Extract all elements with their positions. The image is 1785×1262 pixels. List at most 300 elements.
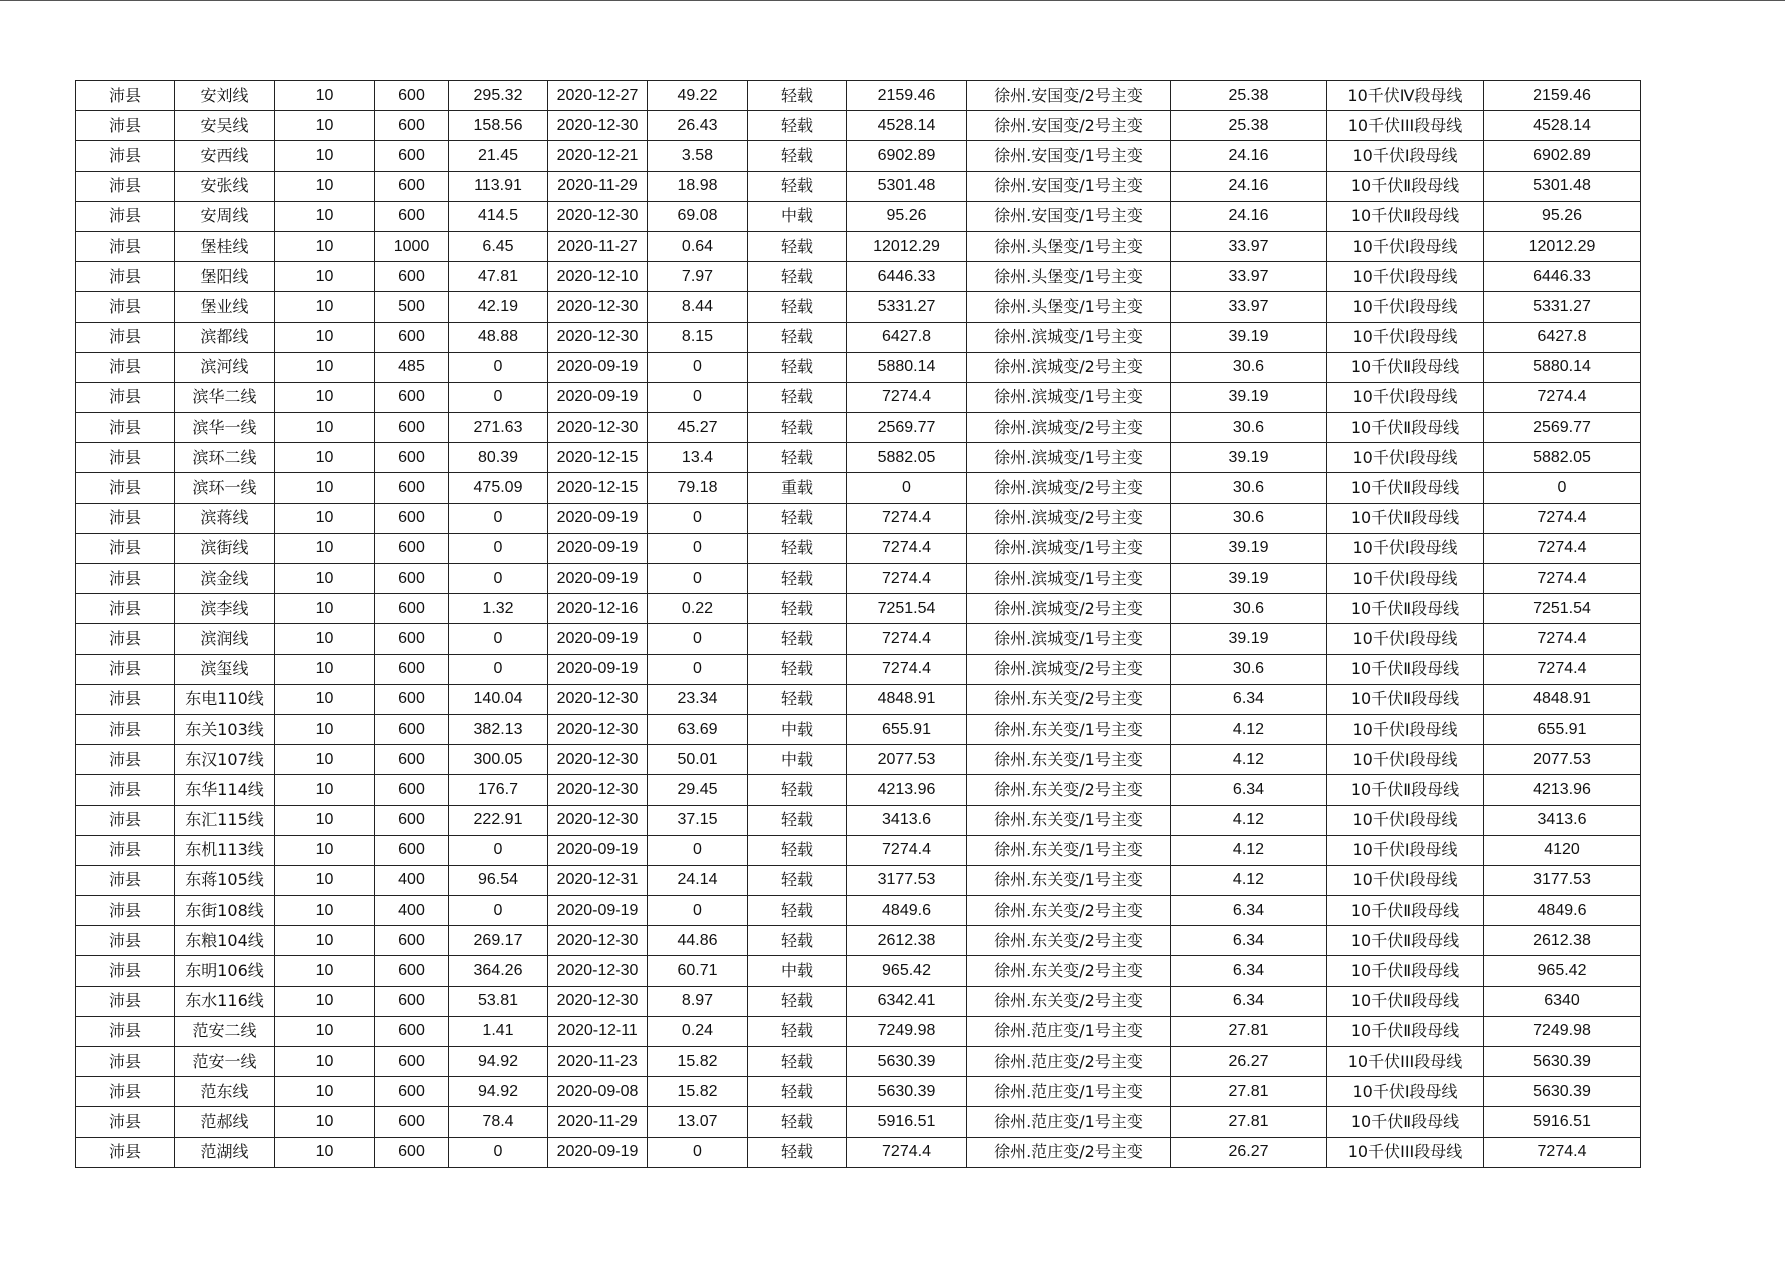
county-cell: 沛县 [76,684,175,714]
county-cell: 沛县 [76,624,175,654]
rated-current-cell: 600 [375,171,449,201]
voltage-cell: 10 [275,81,375,111]
table-row [76,594,1641,624]
voltage-cell: 10 [275,594,375,624]
rated-current-cell: 600 [375,443,449,473]
load-status-cell: 中载 [748,201,847,231]
date-cell: 2020-12-27 [548,81,648,111]
substation-transformer-cell: 徐州.滨城变/1号主变 [967,382,1171,412]
busbar-cell: 10千伏Ⅱ段母线 [1327,1107,1484,1137]
max-current-cell: 42.19 [449,292,548,322]
busbar-cell: 10千伏Ⅰ段母线 [1327,231,1484,261]
load-rate-cell: 15.82 [648,1047,748,1077]
load-rate-cell: 8.15 [648,322,748,352]
transformer-load-cell: 39.19 [1171,564,1327,594]
max-current-cell: 475.09 [449,473,548,503]
table-row [76,292,1641,322]
busbar-cell: 10千伏III段母线 [1327,111,1484,141]
substation-transformer-cell: 徐州.滨城变/2号主变 [967,594,1171,624]
table-row [76,262,1641,292]
rated-current-cell: 600 [375,926,449,956]
rated-current-cell: 600 [375,714,449,744]
capacity-value-cell: 7251.54 [1484,594,1641,624]
busbar-cell: 10千伏Ⅱ段母线 [1327,201,1484,231]
voltage-cell: 10 [275,1047,375,1077]
rated-current-cell: 600 [375,262,449,292]
capacity-value-cell: 4528.14 [1484,111,1641,141]
max-current-cell: 222.91 [449,805,548,835]
load-status-cell: 轻载 [748,1016,847,1046]
rated-current-cell: 600 [375,684,449,714]
voltage-cell: 10 [275,745,375,775]
substation-transformer-cell: 徐州.滨城变/2号主变 [967,473,1171,503]
line-name-cell: 范安一线 [175,1047,275,1077]
county-cell: 沛县 [76,111,175,141]
table-row [76,1137,1641,1167]
county-cell: 沛县 [76,201,175,231]
line-name-cell: 东关103线 [175,714,275,744]
capacity-value-cell: 5916.51 [1484,1107,1641,1137]
load-rate-cell: 0 [648,533,748,563]
rated-current-cell: 600 [375,503,449,533]
rated-current-cell: 600 [375,564,449,594]
voltage-cell: 10 [275,141,375,171]
capacity-value-cell: 7274.4 [1484,503,1641,533]
substation-transformer-cell: 徐州.安国变/2号主变 [967,81,1171,111]
busbar-cell: 10千伏Ⅰ段母线 [1327,262,1484,292]
line-name-cell: 安周线 [175,201,275,231]
substation-transformer-cell: 徐州.东关变/2号主变 [967,775,1171,805]
max-current-cell: 364.26 [449,956,548,986]
load-status-cell: 轻载 [748,141,847,171]
county-cell: 沛县 [76,835,175,865]
load-rate-cell: 18.98 [648,171,748,201]
line-name-cell: 安吴线 [175,111,275,141]
load-status-cell: 轻载 [748,81,847,111]
available-capacity-cell: 4849.6 [847,896,967,926]
available-capacity-cell: 4213.96 [847,775,967,805]
line-name-cell: 范东线 [175,1077,275,1107]
available-capacity-cell: 5880.14 [847,352,967,382]
transformer-load-cell: 33.97 [1171,231,1327,261]
county-cell: 沛县 [76,654,175,684]
busbar-cell: 10千伏Ⅱ段母线 [1327,594,1484,624]
substation-transformer-cell: 徐州.安国变/1号主变 [967,171,1171,201]
table-body [76,81,1641,1168]
available-capacity-cell: 95.26 [847,201,967,231]
load-status-cell: 轻载 [748,624,847,654]
max-current-cell: 295.32 [449,81,548,111]
available-capacity-cell: 7274.4 [847,624,967,654]
transformer-load-cell: 24.16 [1171,141,1327,171]
rated-current-cell: 600 [375,654,449,684]
load-rate-cell: 13.4 [648,443,748,473]
available-capacity-cell: 12012.29 [847,231,967,261]
substation-transformer-cell: 徐州.滨城变/2号主变 [967,413,1171,443]
load-rate-cell: 15.82 [648,1077,748,1107]
voltage-cell: 10 [275,111,375,141]
max-current-cell: 0 [449,352,548,382]
rated-current-cell: 600 [375,624,449,654]
table-row [76,986,1641,1016]
load-status-cell: 轻载 [748,865,847,895]
date-cell: 2020-12-15 [548,473,648,503]
transformer-load-cell: 33.97 [1171,262,1327,292]
load-status-cell: 轻载 [748,896,847,926]
line-name-cell: 滨李线 [175,594,275,624]
load-status-cell: 轻载 [748,231,847,261]
capacity-value-cell: 6446.33 [1484,262,1641,292]
table-row [76,926,1641,956]
date-cell: 2020-12-30 [548,201,648,231]
max-current-cell: 53.81 [449,986,548,1016]
table-row [76,141,1641,171]
substation-transformer-cell: 徐州.东关变/1号主变 [967,745,1171,775]
voltage-cell: 10 [275,262,375,292]
voltage-cell: 10 [275,171,375,201]
voltage-cell: 10 [275,201,375,231]
line-name-cell: 滨都线 [175,322,275,352]
available-capacity-cell: 3177.53 [847,865,967,895]
max-current-cell: 158.56 [449,111,548,141]
available-capacity-cell: 3413.6 [847,805,967,835]
load-rate-cell: 3.58 [648,141,748,171]
rated-current-cell: 600 [375,533,449,563]
load-status-cell: 中载 [748,745,847,775]
max-current-cell: 80.39 [449,443,548,473]
table-row [76,624,1641,654]
capacity-value-cell: 6427.8 [1484,322,1641,352]
rated-current-cell: 600 [375,1047,449,1077]
busbar-cell: 10千伏Ⅰ段母线 [1327,624,1484,654]
load-rate-cell: 0 [648,352,748,382]
substation-transformer-cell: 徐州.头堡变/1号主变 [967,231,1171,261]
date-cell: 2020-09-19 [548,654,648,684]
line-name-cell: 滨环二线 [175,443,275,473]
transformer-load-cell: 6.34 [1171,896,1327,926]
date-cell: 2020-09-19 [548,533,648,563]
busbar-cell: 10千伏Ⅱ段母线 [1327,956,1484,986]
voltage-cell: 10 [275,443,375,473]
available-capacity-cell: 7274.4 [847,654,967,684]
available-capacity-cell: 6902.89 [847,141,967,171]
available-capacity-cell: 7274.4 [847,835,967,865]
rated-current-cell: 600 [375,775,449,805]
table-row [76,473,1641,503]
county-cell: 沛县 [76,1047,175,1077]
capacity-value-cell: 7249.98 [1484,1016,1641,1046]
load-status-cell: 轻载 [748,564,847,594]
line-name-cell: 东水116线 [175,986,275,1016]
max-current-cell: 6.45 [449,231,548,261]
load-rate-cell: 26.43 [648,111,748,141]
max-current-cell: 47.81 [449,262,548,292]
load-status-cell: 中载 [748,956,847,986]
load-rate-cell: 0.64 [648,231,748,261]
load-status-cell: 轻载 [748,775,847,805]
busbar-cell: 10千伏Ⅱ段母线 [1327,503,1484,533]
load-status-cell: 中载 [748,714,847,744]
voltage-cell: 10 [275,624,375,654]
line-name-cell: 安刘线 [175,81,275,111]
voltage-cell: 10 [275,1137,375,1167]
line-name-cell: 安张线 [175,171,275,201]
busbar-cell: 10千伏Ⅱ段母线 [1327,896,1484,926]
busbar-cell: 10千伏Ⅱ段母线 [1327,1016,1484,1046]
load-rate-cell: 29.45 [648,775,748,805]
load-rate-cell: 0 [648,835,748,865]
line-name-cell: 堡业线 [175,292,275,322]
table-row [76,111,1641,141]
date-cell: 2020-12-30 [548,805,648,835]
busbar-cell: 10千伏Ⅱ段母线 [1327,352,1484,382]
capacity-value-cell: 5630.39 [1484,1047,1641,1077]
county-cell: 沛县 [76,926,175,956]
load-rate-cell: 0 [648,654,748,684]
load-rate-cell: 0 [648,1137,748,1167]
voltage-cell: 10 [275,805,375,835]
voltage-cell: 10 [275,986,375,1016]
county-cell: 沛县 [76,141,175,171]
load-status-cell: 轻载 [748,382,847,412]
available-capacity-cell: 4528.14 [847,111,967,141]
voltage-cell: 10 [275,714,375,744]
substation-transformer-cell: 徐州.范庄变/2号主变 [967,1047,1171,1077]
capacity-value-cell: 3413.6 [1484,805,1641,835]
table-row [76,714,1641,744]
rated-current-cell: 600 [375,805,449,835]
capacity-value-cell: 7274.4 [1484,564,1641,594]
transformer-load-cell: 4.12 [1171,714,1327,744]
date-cell: 2020-11-29 [548,1107,648,1137]
county-cell: 沛县 [76,81,175,111]
rated-current-cell: 600 [375,322,449,352]
capacity-value-cell: 7274.4 [1484,624,1641,654]
load-rate-cell: 44.86 [648,926,748,956]
line-name-cell: 范湖线 [175,1137,275,1167]
line-name-cell: 东粮104线 [175,926,275,956]
line-name-cell: 范郝线 [175,1107,275,1137]
rated-current-cell: 1000 [375,231,449,261]
load-status-cell: 轻载 [748,835,847,865]
available-capacity-cell: 2569.77 [847,413,967,443]
load-rate-cell: 50.01 [648,745,748,775]
max-current-cell: 1.41 [449,1016,548,1046]
rated-current-cell: 600 [375,81,449,111]
capacity-value-cell: 5880.14 [1484,352,1641,382]
line-name-cell: 滨蒋线 [175,503,275,533]
load-rate-cell: 63.69 [648,714,748,744]
rated-current-cell: 600 [375,473,449,503]
substation-transformer-cell: 徐州.滨城变/1号主变 [967,533,1171,563]
busbar-cell: 10千伏Ⅰ段母线 [1327,533,1484,563]
date-cell: 2020-09-19 [548,382,648,412]
transformer-load-cell: 33.97 [1171,292,1327,322]
max-current-cell: 21.45 [449,141,548,171]
max-current-cell: 94.92 [449,1047,548,1077]
load-status-cell: 轻载 [748,1137,847,1167]
date-cell: 2020-12-30 [548,745,648,775]
transformer-load-cell: 30.6 [1171,594,1327,624]
substation-transformer-cell: 徐州.范庄变/1号主变 [967,1107,1171,1137]
capacity-value-cell: 0 [1484,473,1641,503]
load-rate-cell: 49.22 [648,81,748,111]
date-cell: 2020-12-30 [548,775,648,805]
county-cell: 沛县 [76,443,175,473]
max-current-cell: 0 [449,503,548,533]
max-current-cell: 96.54 [449,865,548,895]
max-current-cell: 382.13 [449,714,548,744]
available-capacity-cell: 5630.39 [847,1047,967,1077]
table-row [76,533,1641,563]
date-cell: 2020-12-10 [548,262,648,292]
max-current-cell: 269.17 [449,926,548,956]
voltage-cell: 10 [275,382,375,412]
voltage-cell: 10 [275,322,375,352]
busbar-cell: 10千伏Ⅱ段母线 [1327,171,1484,201]
line-name-cell: 东街108线 [175,896,275,926]
max-current-cell: 0 [449,624,548,654]
date-cell: 2020-12-30 [548,956,648,986]
busbar-cell: 10千伏Ⅰ段母线 [1327,835,1484,865]
county-cell: 沛县 [76,714,175,744]
available-capacity-cell: 6342.41 [847,986,967,1016]
rated-current-cell: 600 [375,1107,449,1137]
voltage-cell: 10 [275,835,375,865]
county-cell: 沛县 [76,986,175,1016]
date-cell: 2020-09-19 [548,564,648,594]
max-current-cell: 414.5 [449,201,548,231]
load-status-cell: 轻载 [748,443,847,473]
available-capacity-cell: 0 [847,473,967,503]
table-row [76,956,1641,986]
capacity-value-cell: 4120 [1484,835,1641,865]
date-cell: 2020-12-30 [548,684,648,714]
substation-transformer-cell: 徐州.安国变/2号主变 [967,111,1171,141]
voltage-cell: 10 [275,926,375,956]
transformer-load-cell: 4.12 [1171,865,1327,895]
available-capacity-cell: 7274.4 [847,564,967,594]
county-cell: 沛县 [76,1077,175,1107]
voltage-cell: 10 [275,352,375,382]
max-current-cell: 0 [449,564,548,594]
table-row [76,352,1641,382]
line-name-cell: 东汇115线 [175,805,275,835]
max-current-cell: 0 [449,896,548,926]
load-status-cell: 轻载 [748,322,847,352]
capacity-value-cell: 7274.4 [1484,1137,1641,1167]
county-cell: 沛县 [76,352,175,382]
load-status-cell: 轻载 [748,503,847,533]
capacity-value-cell: 2077.53 [1484,745,1641,775]
substation-transformer-cell: 徐州.范庄变/1号主变 [967,1016,1171,1046]
transformer-load-cell: 4.12 [1171,745,1327,775]
max-current-cell: 271.63 [449,413,548,443]
voltage-cell: 10 [275,865,375,895]
county-cell: 沛县 [76,1137,175,1167]
capacity-value-cell: 95.26 [1484,201,1641,231]
capacity-value-cell: 7274.4 [1484,382,1641,412]
load-status-cell: 轻载 [748,1047,847,1077]
table-row [76,564,1641,594]
line-name-cell: 滨金线 [175,564,275,594]
date-cell: 2020-12-30 [548,714,648,744]
date-cell: 2020-12-30 [548,322,648,352]
transformer-load-cell: 27.81 [1171,1107,1327,1137]
table-row [76,171,1641,201]
rated-current-cell: 600 [375,1077,449,1107]
line-name-cell: 范安二线 [175,1016,275,1046]
date-cell: 2020-12-15 [548,443,648,473]
transformer-load-cell: 39.19 [1171,322,1327,352]
max-current-cell: 0 [449,1137,548,1167]
date-cell: 2020-11-27 [548,231,648,261]
load-rate-cell: 79.18 [648,473,748,503]
table-row [76,745,1641,775]
voltage-cell: 10 [275,1016,375,1046]
rated-current-cell: 600 [375,835,449,865]
load-status-cell: 轻载 [748,986,847,1016]
substation-transformer-cell: 徐州.东关变/2号主变 [967,956,1171,986]
busbar-cell: 10千伏Ⅱ段母线 [1327,775,1484,805]
max-current-cell: 0 [449,654,548,684]
substation-transformer-cell: 徐州.东关变/2号主变 [967,684,1171,714]
transformer-load-cell: 6.34 [1171,956,1327,986]
county-cell: 沛县 [76,896,175,926]
substation-transformer-cell: 徐州.滨城变/2号主变 [967,503,1171,533]
transformer-load-cell: 30.6 [1171,413,1327,443]
busbar-cell: 10千伏Ⅳ段母线 [1327,81,1484,111]
max-current-cell: 94.92 [449,1077,548,1107]
table-row [76,1077,1641,1107]
capacity-value-cell: 6340 [1484,986,1641,1016]
capacity-value-cell: 5331.27 [1484,292,1641,322]
substation-transformer-cell: 徐州.滨城变/1号主变 [967,443,1171,473]
load-status-cell: 轻载 [748,262,847,292]
county-cell: 沛县 [76,745,175,775]
transformer-load-cell: 27.81 [1171,1077,1327,1107]
available-capacity-cell: 7274.4 [847,1137,967,1167]
voltage-cell: 10 [275,775,375,805]
table-row [76,231,1641,261]
table-row [76,896,1641,926]
busbar-cell: 10千伏Ⅰ段母线 [1327,865,1484,895]
transformer-load-cell: 6.34 [1171,775,1327,805]
date-cell: 2020-09-19 [548,896,648,926]
busbar-cell: 10千伏Ⅱ段母线 [1327,986,1484,1016]
date-cell: 2020-09-08 [548,1077,648,1107]
capacity-value-cell: 7274.4 [1484,533,1641,563]
available-capacity-cell: 2159.46 [847,81,967,111]
busbar-cell: 10千伏Ⅰ段母线 [1327,745,1484,775]
county-cell: 沛县 [76,382,175,412]
capacity-value-cell: 655.91 [1484,714,1641,744]
load-status-cell: 轻载 [748,171,847,201]
county-cell: 沛县 [76,231,175,261]
busbar-cell: 10千伏Ⅰ段母线 [1327,1077,1484,1107]
date-cell: 2020-09-19 [548,1137,648,1167]
voltage-cell: 10 [275,413,375,443]
rated-current-cell: 600 [375,1016,449,1046]
transformer-load-cell: 39.19 [1171,624,1327,654]
table-row [76,865,1641,895]
available-capacity-cell: 5916.51 [847,1107,967,1137]
date-cell: 2020-09-19 [548,835,648,865]
max-current-cell: 300.05 [449,745,548,775]
line-name-cell: 东机113线 [175,835,275,865]
available-capacity-cell: 2612.38 [847,926,967,956]
rated-current-cell: 600 [375,956,449,986]
